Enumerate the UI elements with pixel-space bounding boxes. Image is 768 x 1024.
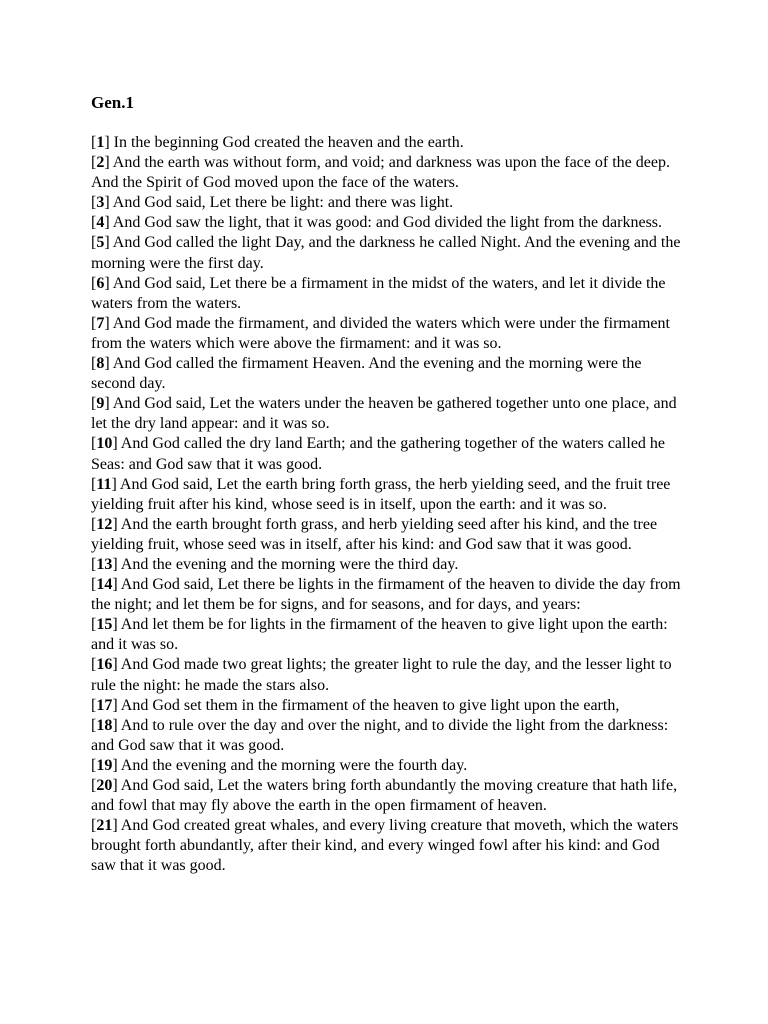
verse-text: And God set them in the firmament of the heaven to give light upon the earth,	[120, 696, 620, 714]
verse-18: [18] And to rule over the day and over the night, and to divide the light from the darkness: and God saw that it was good.	[91, 716, 669, 754]
verse-number: 1	[96, 134, 105, 151]
verse-number: 14	[96, 576, 113, 594]
verse-text: And the evening and the morning were the fourth day.	[120, 756, 468, 774]
verse-number: 2	[96, 154, 105, 172]
verse-number: 8	[96, 355, 105, 373]
verse-2: [2] And the earth was without form, and void; and darkness was upon the face of the deep. And the Spirit of God moved upon the face of the waters.	[91, 154, 670, 192]
verse-21: [21] And God created great whales, and every living creature that moveth, which the waters brought forth abundantly, after their kind, and every winged fowl after his kind: and God saw that it was good.	[91, 817, 679, 875]
verse-text: And God made two great lights; the greater light to rule the day, and the lesser light to rule the night: he made the stars also.	[91, 656, 672, 694]
verse-number: 16	[96, 656, 113, 674]
verse-number: 5	[96, 234, 105, 252]
verse-17: [17] And God set them in the firmament of the heaven to give light upon the earth,	[91, 696, 620, 714]
verse-10: [10] And God called the dry land Earth; and the gathering together of the waters called he Seas: and God saw that it was good.	[91, 435, 666, 473]
verse-9: [9] And God said, Let the waters under the heaven be gathered together unto one place, and let the dry land appear: and it was so.	[91, 395, 677, 433]
verse-15: [15] And let them be for lights in the firmament of the heaven to give light upon the earth: and it was so.	[91, 616, 668, 654]
verse-number: 6	[96, 274, 105, 292]
verse-text: And the earth brought forth grass, and herb yielding seed after his kind, and the tree yielding fruit, whose seed was in itself, after his kind: and God saw that it was good.	[91, 515, 658, 553]
verse-list	[91, 133, 683, 876]
verse-text: And God said, Let there be a firmament in the midst of the waters, and let it divide the waters from the waters.	[91, 274, 666, 312]
verse-text: And God made the firmament, and divided the waters which were under the firmament from the waters which were above the firmament: and it was so.	[91, 314, 670, 352]
verse-1: [1] In the beginning God created the heaven and the earth.	[91, 134, 464, 151]
verse-number: 12	[96, 515, 113, 533]
verse-4: [4] And God saw the light, that it was good: and God divided the light from the darkness.	[91, 214, 663, 232]
verse-number: 17	[96, 696, 113, 714]
verse-6: [6] And God said, Let there be a firmament in the midst of the waters, and let it divide the waters from the waters.	[91, 274, 666, 312]
verse-text: And God called the firmament Heaven. And the evening and the morning were the second day.	[91, 355, 642, 393]
verse-8: [8] And God called the firmament Heaven. And the evening and the morning were the second day.	[91, 355, 642, 393]
verse-number: 13	[96, 555, 113, 573]
verse-number: 18	[96, 716, 113, 734]
verse-3: [3] And God said, Let there be light: and there was light.	[91, 194, 454, 212]
verse-14: [14] And God said, Let there be lights in the firmament of the heaven to divide the day from the night; and let them be for signs, and for seasons, and for days, and years:	[91, 576, 681, 614]
verse-number: 19	[96, 756, 113, 774]
verse-12: [12] And the earth brought forth grass, and herb yielding seed after his kind, and the tree yielding fruit, whose seed was in itself, after his kind: and God saw that it was good.	[91, 515, 658, 553]
verse-text: And to rule over the day and over the night, and to divide the light from the darkness: and God saw that it was good.	[91, 716, 669, 754]
verse-text: And the earth was without form, and void; and darkness was upon the face of the deep. And the Spirit of God moved upon the face of the waters.	[91, 154, 670, 192]
verse-text: And God said, Let there be lights in the firmament of the heaven to divide the day from the night; and let them be for signs, and for seasons, and for days, and years:	[91, 576, 681, 614]
verse-number: 7	[96, 314, 105, 332]
verse-text: And God saw the light, that it was good: and God divided the light from the darkness.	[112, 214, 663, 232]
verse-text: And God called the dry land Earth; and the gathering together of the waters called he Seas: and God saw that it was good.	[91, 435, 666, 473]
verse-number: 20	[96, 777, 113, 794]
verse-text: And God said, Let there be light: and there was light.	[112, 194, 454, 212]
document-page	[91, 91, 683, 876]
verse-text: And let them be for lights in the firmament of the heaven to give light upon the earth: and it was so.	[91, 616, 668, 654]
verse-text: And God said, Let the waters under the heaven be gathered together unto one place, and let the dry land appear: and it was so.	[91, 395, 677, 433]
verse-5: [5] And God called the light Day, and the darkness he called Night. And the evening and the morning were the first day.	[91, 234, 681, 272]
verse-text: In the beginning God created the heaven and the earth.	[113, 134, 464, 151]
verse-16: [16] And God made two great lights; the greater light to rule the day, and the lesser light to rule the night: he made the stars also.	[91, 656, 672, 694]
chapter-heading: Gen.1	[91, 93, 134, 112]
verse-13: [13] And the evening and the morning were the third day.	[91, 555, 459, 573]
verse-number: 10	[96, 435, 113, 453]
verse-text: And God said, Let the waters bring forth abundantly the moving creature that hath life, and fowl that may fly above the earth in the open firmament of heaven.	[91, 777, 678, 815]
verse-text: And God called the light Day, and the darkness he called Night. And the evening and the morning were the first day.	[91, 234, 681, 272]
verse-number: 9	[96, 395, 105, 413]
verse-text: And the evening and the morning were the third day.	[120, 555, 459, 573]
verse-text: And God created great whales, and every living creature that moveth, which the waters brought forth abundantly, after their kind, and every winged fowl after his kind: and God saw that it was good.	[91, 817, 679, 875]
verse-20: [20] And God said, Let the waters bring forth abundantly the moving creature that hath life, and fowl that may fly above the earth in the open firmament of heaven.	[91, 777, 678, 815]
verse-number: 21	[96, 817, 113, 835]
verse-number: 15	[96, 616, 113, 634]
verse-19: [19] And the evening and the morning were the fourth day.	[91, 756, 468, 774]
verse-7: [7] And God made the firmament, and divided the waters which were under the firmament from the waters which were above the firmament: and it was so.	[91, 314, 670, 352]
verse-number: 3	[96, 194, 105, 212]
verse-11: [11] And God said, Let the earth bring forth grass, the herb yielding seed, and the fruit tree yielding fruit after his kind, whose seed is in itself, upon the earth: and it was so.	[91, 475, 671, 513]
verse-number: 11	[96, 475, 112, 493]
verse-text: And God said, Let the earth bring forth grass, the herb yielding seed, and the fruit tree yielding fruit after his kind, whose seed is in itself, upon the earth: and it was so.	[91, 475, 671, 513]
verse-number: 4	[96, 214, 105, 232]
